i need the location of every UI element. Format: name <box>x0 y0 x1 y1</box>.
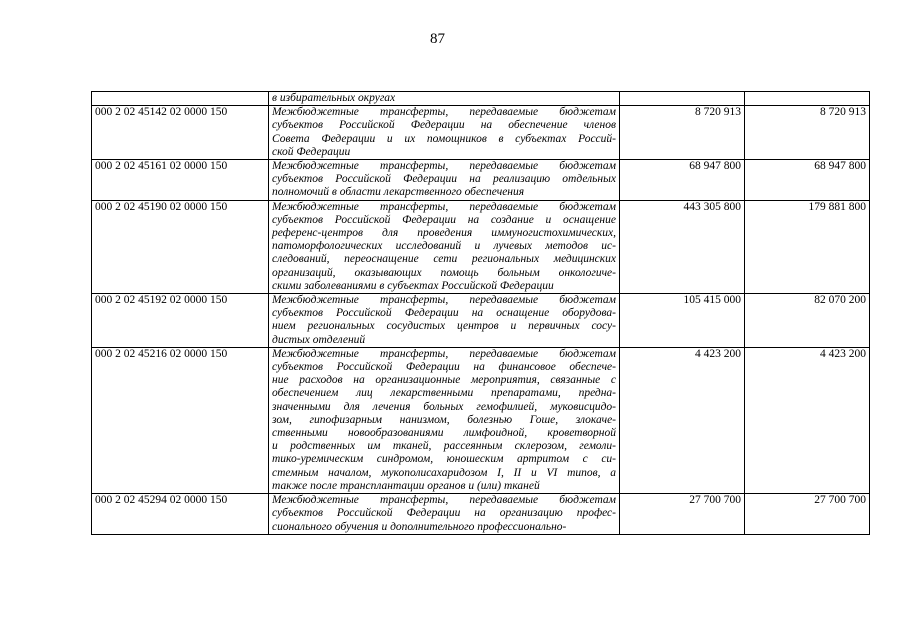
description-line: референс-центров для проведения иммуногистохимических, <box>272 227 616 240</box>
description-line: полномочий в области лекарственного обеспечения <box>272 186 525 199</box>
amount-cell-1: 4 423 200 <box>620 347 745 493</box>
description-line: патоморфологических исследований и лучевых методов ис- <box>272 240 616 253</box>
description-line: зом, гипофизарным нанизмом, болезнью Гоше, злокаче- <box>272 413 616 426</box>
description-line: тико-уремическим синдромом, юношеским артритом с си- <box>272 453 616 466</box>
table-row <box>92 160 870 201</box>
description-line: субъектов Российской Федерации на обеспечение членов <box>272 119 616 132</box>
amount-cell-2: 179 881 800 <box>745 200 870 293</box>
amount-cell-1: 27 700 700 <box>620 494 745 535</box>
description-line: субъектов Российской Федерации на организацию профес- <box>272 507 616 520</box>
budget-table <box>91 91 870 535</box>
budget-code-cell: 000 2 02 45142 02 0000 150 <box>92 106 269 160</box>
table-row <box>92 347 870 493</box>
amount-cell-1 <box>620 92 745 106</box>
description-line: субъектов Российской Федерации на создание и оснащение <box>272 213 616 226</box>
budget-table-body <box>92 92 870 535</box>
amount-cell-2: 4 423 200 <box>745 347 870 493</box>
amount-cell-1: 105 415 000 <box>620 294 745 348</box>
description-line: ственными новообразованиями лимфоидной, кроветворной <box>272 427 616 440</box>
amount-cell-2 <box>745 92 870 106</box>
description-line: Межбюджетные трансферты, передаваемые бюджетам <box>272 200 616 213</box>
description-line: обеспечением лиц лекарственными препаратами, предна- <box>272 387 616 400</box>
amount-cell-1: 8 720 913 <box>620 106 745 160</box>
description-line: Межбюджетные трансферты, передаваемые бюджетам <box>272 347 616 360</box>
table-row <box>92 200 870 293</box>
description-cell <box>269 294 620 348</box>
description-line: организаций, оказывающих помощь больным онкологиче- <box>272 266 616 279</box>
description-line: сионального обучения и дополнительного профессионально- <box>272 520 567 533</box>
table-row <box>92 106 870 160</box>
description-cell <box>269 347 620 493</box>
amount-cell-2: 8 720 913 <box>745 106 870 160</box>
table-row <box>92 294 870 348</box>
description-line: скими заболеваниями в субъектах Российской Федерации <box>272 279 554 292</box>
budget-code-cell: 000 2 02 45294 02 0000 150 <box>92 494 269 535</box>
budget-code-cell: 000 2 02 45190 02 0000 150 <box>92 200 269 293</box>
description-line: Межбюджетные трансферты, передаваемые бюджетам <box>272 494 616 507</box>
description-line: субъектов Российской Федерации на реализацию отдельных <box>272 173 616 186</box>
description-line: Межбюджетные трансферты, передаваемые бюджетам <box>272 294 616 307</box>
amount-cell-2: 68 947 800 <box>745 160 870 201</box>
table-row <box>92 494 870 535</box>
description-line: значенными для лечения больных гемофилией, муковисцидо- <box>272 400 616 413</box>
description-line: дистых отделений <box>272 333 366 346</box>
page-number: 87 <box>430 31 445 47</box>
description-line: также после трансплантации органов и (или) тканей <box>272 479 540 492</box>
table-row <box>92 92 870 106</box>
budget-code-cell: 000 2 02 45192 02 0000 150 <box>92 294 269 348</box>
description-line: стемным началом, мукополисахаридозом I, II и VI типов, а <box>272 466 616 479</box>
description-line: Межбюджетные трансферты, передаваемые бюджетам <box>272 106 616 119</box>
description-line: ние расходов на организационные мероприятия, связанные с <box>272 374 616 387</box>
budget-code-cell: 000 2 02 45161 02 0000 150 <box>92 160 269 201</box>
amount-cell-2: 82 070 200 <box>745 294 870 348</box>
description-cell <box>269 200 620 293</box>
description-line: нием региональных сосудистых центров и первичных сосу- <box>272 320 616 333</box>
description-line: следований, переоснащение сети региональных медицинских <box>272 253 616 266</box>
description-line: ской Федерации <box>272 145 351 158</box>
budget-code-cell: 000 2 02 45216 02 0000 150 <box>92 347 269 493</box>
amount-cell-1: 443 305 800 <box>620 200 745 293</box>
description-line: субъектов Российской Федерации на финансовое обеспече- <box>272 361 616 374</box>
amount-cell-2: 27 700 700 <box>745 494 870 535</box>
description-cell <box>269 160 620 201</box>
description-cell <box>269 106 620 160</box>
budget-code-cell <box>92 92 269 106</box>
description-cell <box>269 494 620 535</box>
description-line: Совета Федерации и их помощников в субъектах Россий- <box>272 132 616 145</box>
description-line: субъектов Российской Федерации на оснащение оборудова- <box>272 307 616 320</box>
description-line: Межбюджетные трансферты, передаваемые бюджетам <box>272 160 616 173</box>
amount-cell-1: 68 947 800 <box>620 160 745 201</box>
description-line: и родственных им тканей, рассеянным склерозом, гемоли- <box>272 440 616 453</box>
description-line: в избирательных округах <box>272 92 396 104</box>
description-cell <box>269 92 620 106</box>
